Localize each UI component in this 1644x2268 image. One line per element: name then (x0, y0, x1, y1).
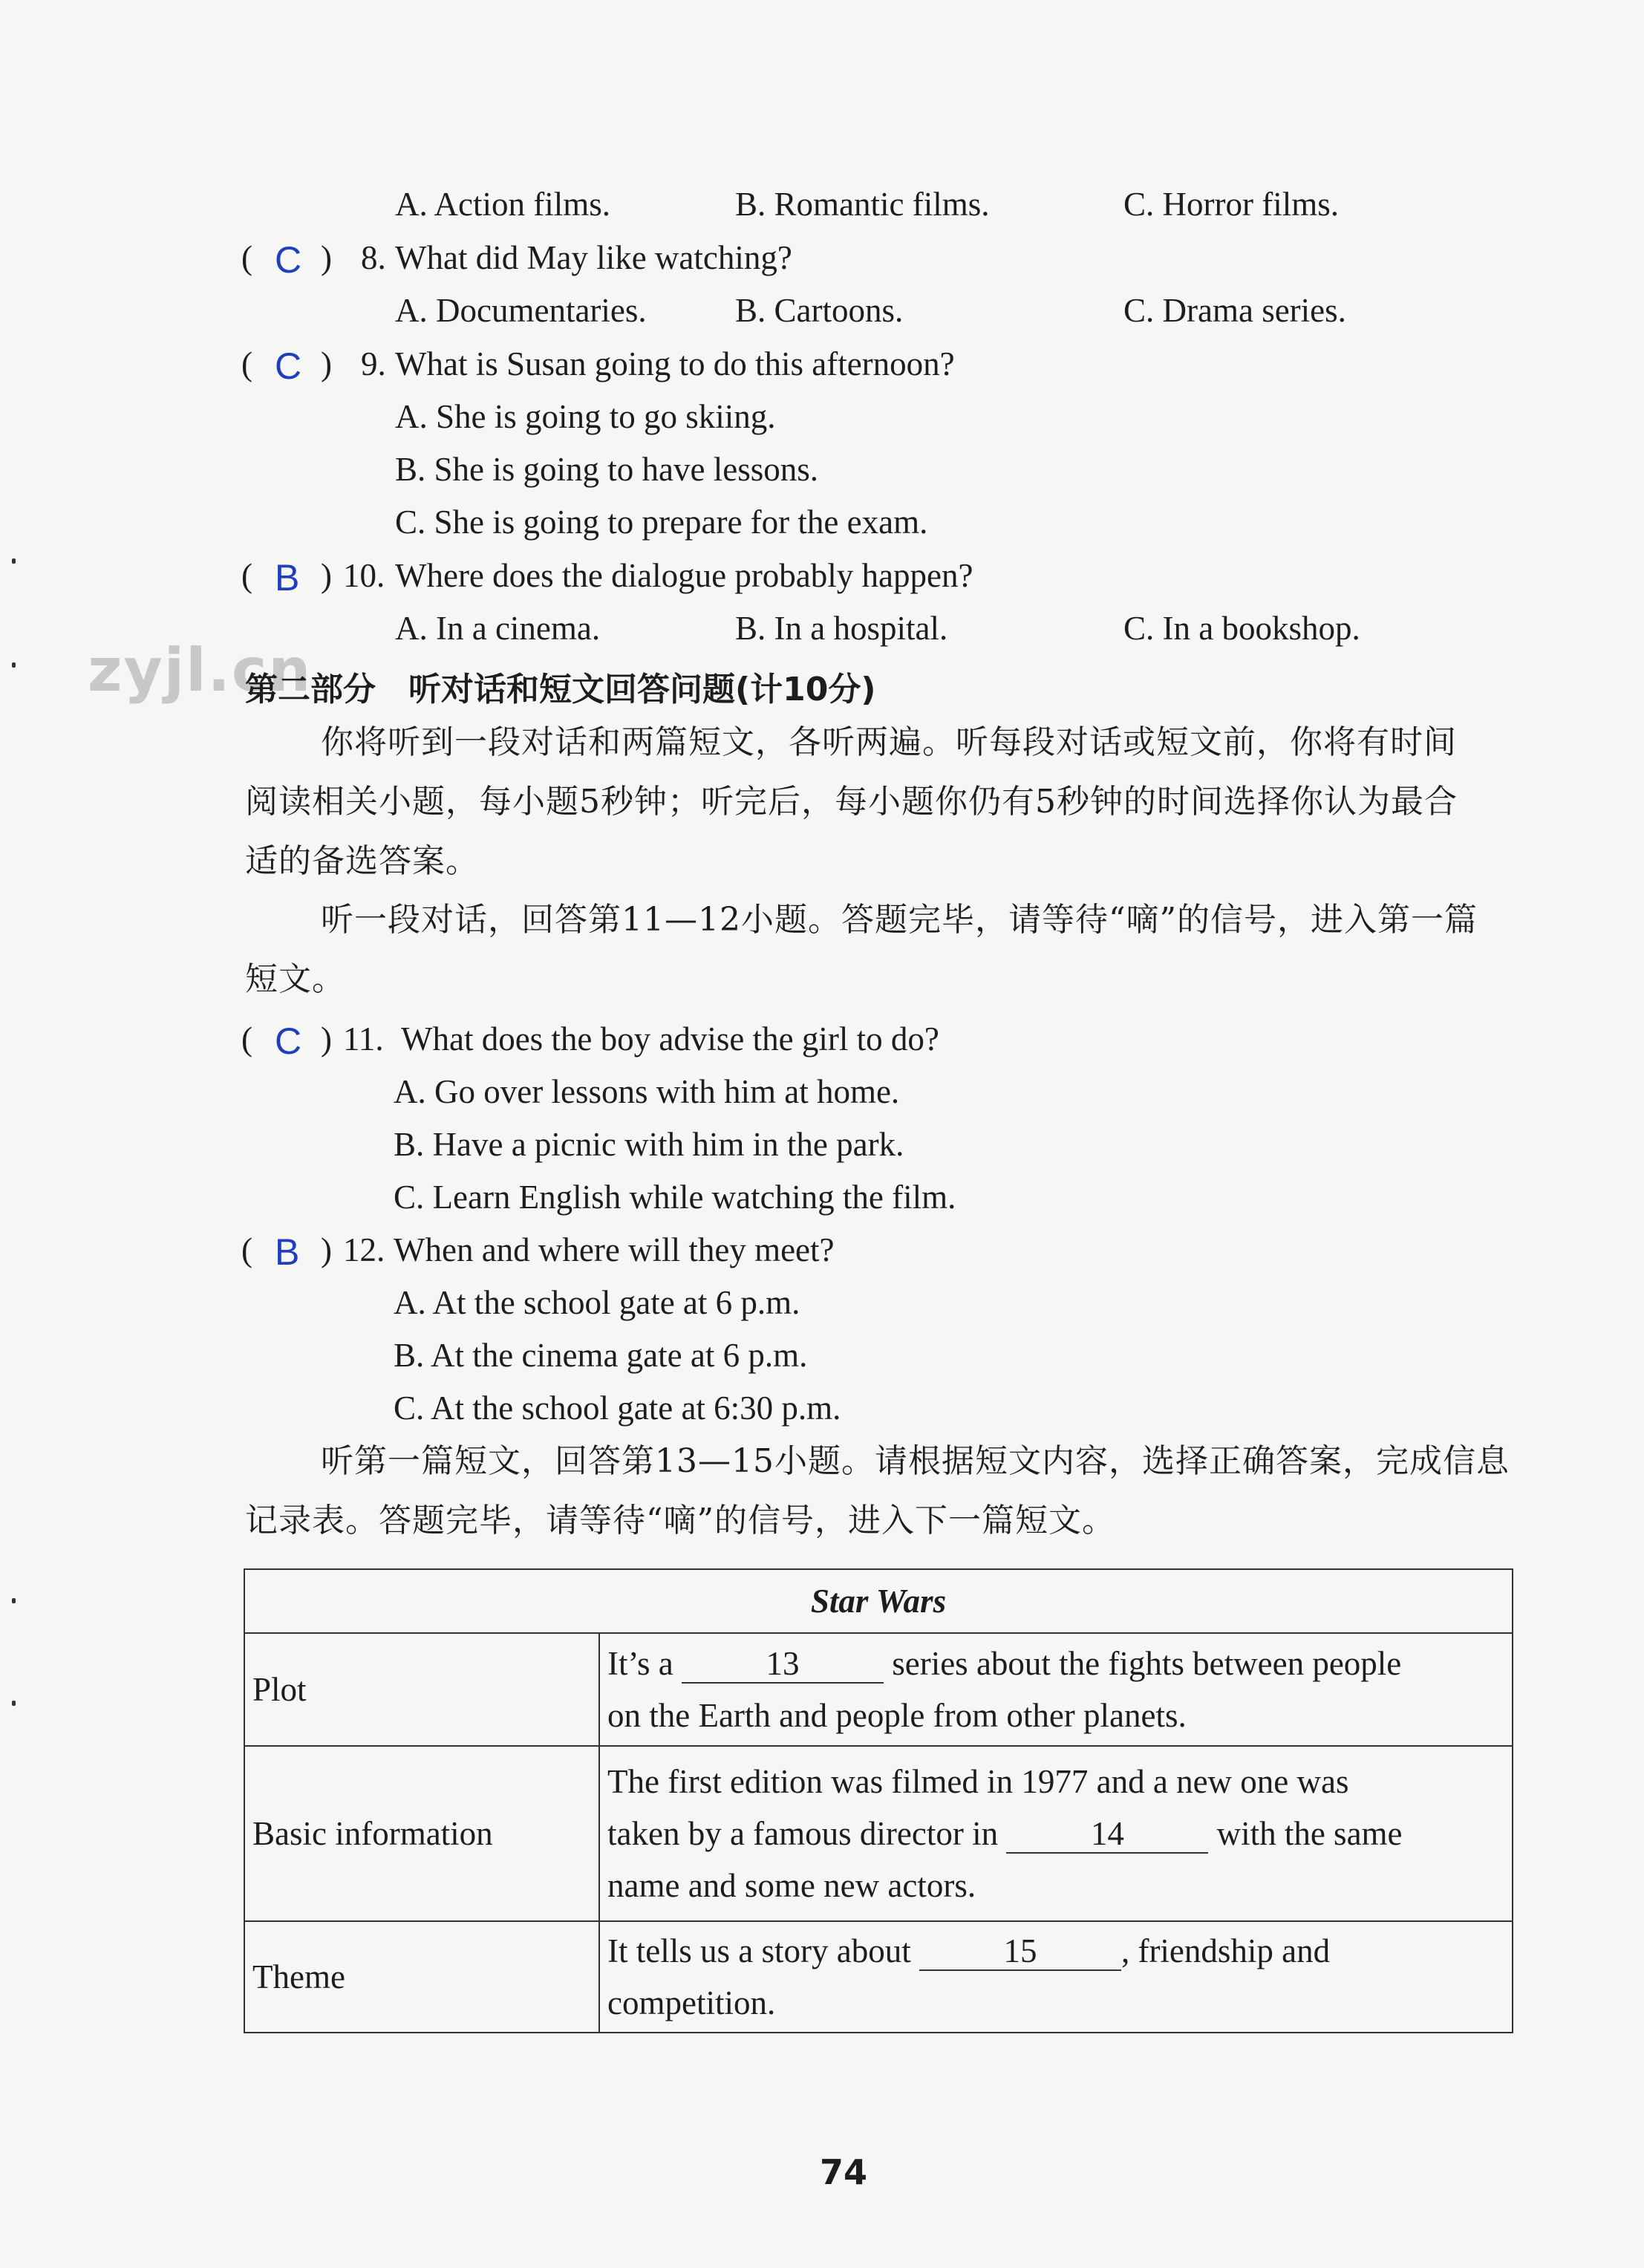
text-after-blank: , friendship and (1121, 1932, 1331, 1969)
answer-paren-close: ) (321, 1231, 332, 1268)
question-stem: What did May like watching? (395, 239, 792, 276)
page-number: 74 (820, 2152, 868, 2192)
row-content (599, 1633, 1513, 1746)
text-continued: on the Earth and people from other planets. (607, 1697, 1187, 1734)
answer-mark: C (275, 239, 302, 281)
option-a: A. Action films. (395, 186, 610, 223)
question-number: 8. (361, 239, 386, 276)
text-after-blank: with the same (1216, 1815, 1403, 1852)
answer-blank-14: 14 (1006, 1815, 1208, 1854)
option-a: A. In a cinema. (395, 610, 601, 647)
answer-paren-close: ) (321, 557, 332, 594)
text-before-blank: taken by a famous director in (607, 1815, 999, 1852)
answer-paren-open: ( (241, 1231, 252, 1268)
question-number: 9. (361, 345, 386, 382)
answer-paren-open: ( (241, 239, 252, 276)
option-a: A. She is going to go skiing. (395, 398, 776, 435)
instruction-line: 听第一篇短文，回答第13—15小题。请根据短文内容，选择正确答案，完成信息 (321, 1442, 1510, 1480)
question-number: 11. (343, 1020, 384, 1058)
option-c: C. She is going to prepare for the exam. (395, 504, 928, 541)
row-label: Basic information (244, 1746, 599, 1921)
option-c: C. At the school gate at 6:30 p.m. (394, 1389, 841, 1427)
row-label: Plot (244, 1633, 599, 1746)
table-row (244, 1746, 1513, 1921)
watermark: zyjl.cn (88, 636, 313, 705)
text-after-blank: series about the fights between people (892, 1645, 1402, 1682)
row-content (599, 1746, 1513, 1921)
option-b: B. Romantic films. (735, 186, 990, 223)
instruction-line: 记录表。答题完毕，请等待“嘀”的信号，进入下一篇短文。 (245, 1502, 1115, 1539)
answer-mark: B (275, 557, 300, 599)
question-stem: When and where will they meet? (394, 1231, 835, 1268)
row-label: Theme (244, 1921, 599, 2033)
row-content (599, 1921, 1513, 2033)
table-row (244, 1633, 1513, 1746)
answer-blank-13: 13 (682, 1645, 884, 1684)
question-stem: What is Susan going to do this afternoon? (395, 345, 955, 382)
answer-paren-open: ( (241, 557, 252, 594)
answer-paren-close: ) (321, 239, 332, 276)
question-number: 12. (343, 1231, 385, 1268)
text-line: The first edition was filmed in 1977 and a new one was (607, 1763, 1349, 1800)
text-continued: name and some new actors. (607, 1867, 976, 1904)
info-record-table (244, 1568, 1513, 2033)
margin-dot (12, 1598, 16, 1603)
answer-paren-close: ) (321, 345, 332, 382)
table-title: Star Wars (244, 1569, 1513, 1633)
text-before-blank: It tells us a story about (607, 1932, 911, 1969)
answer-mark: C (275, 345, 302, 387)
option-b: B. She is going to have lessons. (395, 451, 818, 488)
intro-line: 阅读相关小题，每小题5秒钟；听完后，每小题你仍有5秒钟的时间选择你认为最合 (245, 783, 1458, 821)
answer-mark: C (275, 1020, 302, 1062)
option-c: C. In a bookshop. (1123, 610, 1360, 647)
option-b: B. At the cinema gate at 6 p.m. (394, 1337, 808, 1374)
option-c: C. Drama series. (1123, 292, 1346, 329)
intro-line: 适的备选答案。 (245, 842, 479, 880)
option-a: A. Documentaries. (395, 292, 647, 329)
option-b: B. Have a picnic with him in the park. (394, 1126, 904, 1163)
option-a: A. At the school gate at 6 p.m. (394, 1284, 800, 1321)
question-stem: What does the boy advise the girl to do? (401, 1020, 939, 1058)
text-continued: competition. (607, 1984, 776, 2021)
answer-paren-close: ) (321, 1020, 332, 1058)
question-number: 10. (343, 557, 385, 594)
answer-mark: B (275, 1231, 300, 1273)
section-heading: 第二部分 听对话和短文回答问题(计10分) (245, 671, 876, 708)
option-a: A. Go over lessons with him at home. (394, 1073, 900, 1110)
margin-dot (12, 1701, 16, 1706)
table-row (244, 1921, 1513, 2033)
intro-line: 你将听到一段对话和两篇短文，各听两遍。听每段对话或短文前，你将有时间 (321, 723, 1457, 761)
answer-paren-open: ( (241, 1020, 252, 1058)
question-stem: Where does the dialogue probably happen? (395, 557, 973, 594)
text-before-blank: It’s a (607, 1645, 673, 1682)
option-b: B. Cartoons. (735, 292, 904, 329)
dialog-instruction: 短文。 (245, 960, 345, 998)
option-b: B. In a hospital. (735, 610, 948, 647)
answer-paren-open: ( (241, 345, 252, 382)
margin-dot (12, 662, 16, 668)
option-c: C. Learn English while watching the film. (394, 1179, 956, 1216)
answer-blank-15: 15 (919, 1932, 1121, 1971)
option-c: C. Horror films. (1123, 186, 1339, 223)
dialog-instruction: 听一段对话，回答第11—12小题。答题完毕，请等待“嘀”的信号，进入第一篇 (321, 901, 1478, 939)
margin-dot (12, 558, 16, 564)
